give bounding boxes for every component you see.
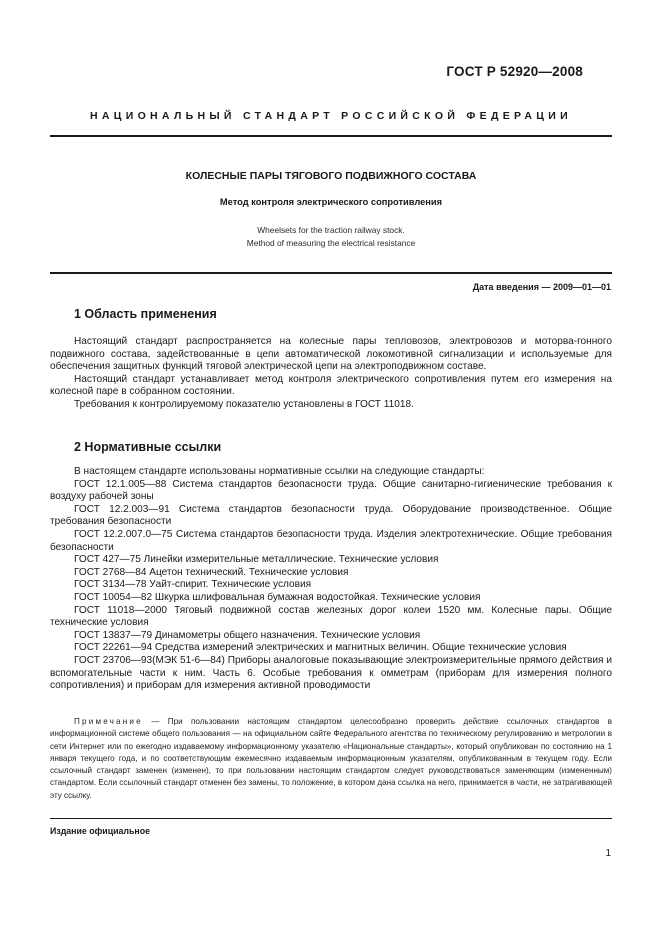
reference-item: ГОСТ 23706—93(МЭК 51-6—84) Приборы аналоговые показывающие электроизмерительные прямого действия и вспомогательные части к ним. Часть 6. Особые требования к омметрам (приборам для измерения полного сопротивления) и приборам для измерения активной проводимости bbox=[50, 654, 612, 692]
reference-item: ГОСТ 13837—79 Динамометры общего назначения. Технические условия bbox=[74, 629, 421, 641]
reference-item: ГОСТ 3134—78 Уайт-спирит. Технические условия bbox=[74, 579, 312, 591]
reference-item: ГОСТ 12.2.003—91 Система стандартов безопасности труда. Оборудование производственное. Общие требования безопасности bbox=[50, 503, 612, 528]
reference-item: ГОСТ 12.2.007.0—75 Система стандартов безопасности труда. Изделия электротехнические. Общие требования безопасности bbox=[50, 528, 612, 553]
section-2-heading: 2 Нормативные ссылки bbox=[74, 440, 222, 454]
document-subtitle: Метод контроля электрического сопротивления bbox=[219, 197, 443, 207]
reference-item: ГОСТ 22261—94 Средства измерений электрических и магнитных величин. Общие технические условия bbox=[74, 642, 567, 654]
top-rule bbox=[50, 135, 612, 137]
references-intro: В настоящем стандарте использованы нормативные ссылки на следующие стандарты: bbox=[74, 466, 485, 477]
english-title-line-2: Method of measuring the electrical resistance bbox=[246, 238, 416, 248]
paragraph: Настоящий стандарт устанавливает метод контроля электрического сопротивления путем его измерения на колесной паре в собранном состоянии. bbox=[50, 373, 612, 398]
reference-item: ГОСТ 11018—2000 Тяговый подвижной состав железных дорог колеи 1520 мм. Колесные пары. Общие технические условия bbox=[50, 604, 612, 629]
reference-item: ГОСТ 2768—84 Ацетон технический. Технические условия bbox=[74, 566, 349, 578]
page-number: 1 bbox=[605, 848, 611, 859]
note bbox=[50, 716, 612, 802]
introduction-date: Дата введения — 2009—01—01 bbox=[472, 282, 611, 292]
english-title-line-1: Wheelsets for the traction railway stock. bbox=[257, 225, 405, 235]
paragraph: Настоящий стандарт распространяется на колесные пары тепловозов, электровозов и моторва-гонного подвижного состава, задействованные в цепи автоматической локомотивной сигнализации и используемые для обеспечения защитных функций тяговой электрической цепи на электроподвижном составе. bbox=[50, 336, 612, 373]
document-code: ГОСТ Р 52920—2008 bbox=[446, 64, 583, 79]
standard-banner: НАЦИОНАЛЬНЫЙ СТАНДАРТ РОССИЙСКОЙ ФЕДЕРАЦИИ bbox=[90, 110, 572, 122]
reference-item: ГОСТ 12.1.005—88 Система стандартов безопасности труда. Общие санитарно-гигиенические требования к воздуху рабочей зоны bbox=[50, 478, 612, 503]
official-edition-label: Издание официальное bbox=[50, 826, 150, 836]
note-text: — При пользовании настоящим стандартом целесообразно проверить действие ссылочных стандартов в информационной системе общего пользования — на официальном сайте Федерального агентства по техническому регулированию и метрологии в сети Интернет или по ежегодно издаваемому информационному указателю «Национальные стандарты», который опубликован по состоянию на 1 января текущего года, и по соответствующим ежемесячно издаваемым информационным указателям, опубликованным в текущем году. Если ссылочный стандарт заменен (изменен), то при пользовании настоящим стандартом следует руководствоваться заменяющим (измененным) стандартом. Если ссылочный стандарт отменен без замены, то положение, в котором дана ссылка на него, принимается в части, не затрагивающей эту ссылку. bbox=[50, 717, 612, 800]
title-rule bbox=[50, 272, 612, 274]
reference-item: ГОСТ 10054—82 Шкурка шлифовальная бумажная водостойкая. Технические условия bbox=[74, 591, 481, 603]
section-2-body bbox=[50, 466, 612, 693]
footer-rule bbox=[50, 818, 612, 819]
paragraph: Требования к контролируемому показателю установлены в ГОСТ 11018. bbox=[74, 398, 414, 410]
section-1-body bbox=[50, 336, 612, 412]
document-title: КОЛЕСНЫЕ ПАРЫ ТЯГОВОГО ПОДВИЖНОГО СОСТАВА bbox=[185, 170, 477, 182]
section-1-heading: 1 Область применения bbox=[74, 307, 217, 321]
reference-item: ГОСТ 427—75 Линейки измерительные металлические. Технические условия bbox=[74, 554, 439, 566]
note-label: Примечание bbox=[74, 717, 143, 726]
